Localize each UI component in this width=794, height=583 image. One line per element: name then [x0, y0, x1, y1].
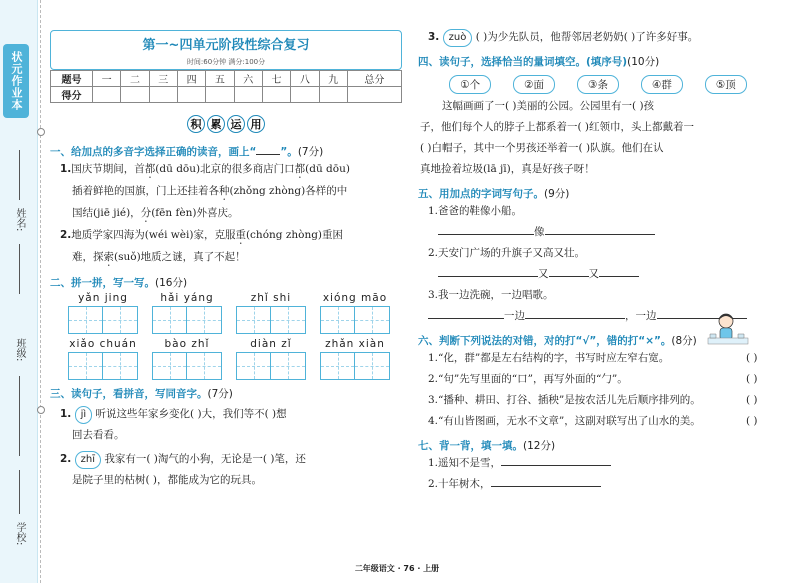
answer-line[interactable] [438, 223, 534, 235]
cut-line [40, 0, 41, 583]
s4-paragraph [418, 96, 778, 180]
answer-line[interactable] [428, 307, 504, 319]
banner-char: 积 [187, 115, 205, 133]
judge-text: 2.“句”先写里面的“口”，再写外面的“勹”。 [428, 373, 628, 385]
judge-item: 4.“有山皆图画，无水不文章”，这副对联写出了山水的美。 ( ) [418, 411, 778, 432]
q-number: 3. [428, 31, 440, 43]
section-5-heading [418, 186, 778, 201]
score-table-row-label: 得分 [51, 87, 93, 103]
judge-text: 3.“播种、耕田、打谷、插秧”是按农活儿先后顺序排列的。 [428, 394, 701, 406]
s3-q3 [418, 27, 778, 48]
score-table [50, 70, 402, 103]
s1-q1 [50, 159, 402, 225]
s3-q2 [50, 449, 402, 491]
section-title: 五、用加点的字词写句子。 [418, 188, 544, 200]
pinyin-bubble: zuò [443, 29, 473, 47]
section-title: 二、拼一拼，写一写。 [50, 277, 155, 289]
pinyin-choice[interactable]: (fēn fèn)外喜庆。 [151, 207, 239, 219]
pinyin-group [152, 292, 222, 334]
page-title: 第一~四单元阶段性综合复习 [142, 38, 310, 53]
q-text: 2.十年树木， [428, 478, 491, 490]
s7-q1 [418, 453, 778, 474]
q-text: 1.爸爸的鞋像小船。 [428, 205, 523, 217]
binder-hole-2 [37, 406, 45, 414]
keyword: 又 [538, 268, 549, 280]
class-label: 班级: [14, 338, 25, 362]
section-points: (12分) [523, 440, 556, 452]
score-col: 七 [262, 71, 290, 87]
pinyin-group [68, 292, 138, 334]
dotted-char: 都 [144, 163, 156, 175]
writing-box[interactable] [236, 352, 271, 380]
writing-box[interactable] [271, 306, 306, 334]
dotted-char: 分 [140, 207, 152, 219]
q-number: 2. [60, 453, 72, 465]
name-line-2 [19, 244, 20, 294]
writing-box[interactable] [103, 352, 138, 380]
right-column [418, 30, 778, 495]
score-col: 八 [291, 71, 319, 87]
score-cell[interactable] [206, 87, 234, 103]
writing-box[interactable] [152, 306, 187, 334]
option-chip: ③条 [577, 75, 619, 94]
pinyin-label: bào zhǐ [164, 338, 210, 350]
score-col: 六 [234, 71, 262, 87]
para-line[interactable]: 这幅画画了一( )美丽的公园。公园里有一( )孩 [442, 100, 655, 112]
score-cell[interactable] [234, 87, 262, 103]
answer-line[interactable] [501, 454, 611, 466]
q-text: 回去看看。 [72, 429, 125, 441]
judge-item: 1.“化，群”都是左右结构的字，书写时应左窄右宽。 ( ) [418, 348, 778, 369]
name-line [19, 150, 20, 200]
judge-text: 4.“有山皆图画，无水不文章”，这副对联写出了山水的美。 [428, 415, 701, 427]
section-points: (7分) [297, 146, 324, 158]
section-7-heading [418, 438, 778, 453]
score-cell[interactable] [262, 87, 290, 103]
writing-box[interactable] [355, 306, 390, 334]
writing-box[interactable] [236, 306, 271, 334]
score-cell[interactable] [291, 87, 319, 103]
binding-strip [0, 0, 38, 583]
q-number: 1. [60, 163, 72, 175]
q-text: 3.我一边洗碗，一边唱歌。 [428, 289, 554, 301]
writing-box[interactable] [68, 352, 103, 380]
pinyin-choice[interactable]: (suǒ)地质之谜，真了不起！ [114, 251, 246, 263]
score-cell[interactable] [121, 87, 149, 103]
section-points: (8分) [671, 335, 697, 347]
section-3-heading [50, 386, 402, 401]
section-title: 四、读句子，选择恰当的量词填空。(填序号) [418, 56, 628, 68]
dotted-char: 种 [219, 185, 230, 197]
keyword: 又 [588, 268, 599, 280]
score-col: 九 [319, 71, 347, 87]
para-line: 真地捡着垃圾(lā jī)，真是好孩子呀！ [420, 163, 595, 175]
pinyin-choice[interactable]: (dū dōu) [305, 163, 350, 175]
pinyin-label: zhǎn xiàn [325, 338, 385, 350]
pinyin-row-2 [68, 338, 402, 380]
q-text: 国庆节期间，首 [71, 163, 145, 175]
q-text: 插着鲜艳的国旗，门上还挂着各 [72, 185, 219, 197]
keyword: ，一边 [625, 310, 657, 322]
dotted-char: 重 [235, 229, 246, 241]
answer-line[interactable] [438, 265, 538, 277]
pinyin-choice[interactable]: (chóng zhòng)重困 [245, 229, 344, 241]
name-label: 姓名: [14, 208, 25, 232]
score-cell[interactable] [149, 87, 177, 103]
score-table-header-label: 题号 [51, 71, 93, 87]
section-2-heading [50, 275, 402, 290]
pinyin-choice[interactable]: 国结(jiē jié)， [72, 207, 141, 219]
pinyin-label: yǎn jing [78, 292, 128, 304]
keyword: 一边 [504, 310, 525, 322]
answer-line[interactable] [549, 265, 589, 277]
pinyin-label: xiǎo chuán [69, 338, 137, 350]
exam-meta: 时间:60分钟 满分:100分 [186, 58, 266, 66]
title-box [50, 30, 402, 70]
writing-box[interactable] [152, 352, 187, 380]
score-col-total: 总分 [347, 71, 401, 87]
pinyin-label: diàn zǐ [250, 338, 292, 350]
para-line[interactable]: ( )白帽子，其中一个男孩还举着一( )队旗。他们在认 [420, 142, 664, 154]
answer-line[interactable] [545, 223, 655, 235]
q-number: 1. [60, 408, 72, 420]
writing-box[interactable] [187, 352, 222, 380]
writing-box[interactable] [103, 306, 138, 334]
option-chip: ②面 [513, 75, 555, 94]
pinyin-group [68, 338, 138, 380]
s1-q2 [50, 225, 402, 269]
section-title-tail: ”。 [280, 146, 298, 158]
pinyin-bubble: jì [75, 406, 93, 424]
q-text: 2.天安门广场的升旗子又高又壮。 [428, 247, 586, 259]
pinyin-group [236, 338, 306, 380]
q-text: 1.遥知不是雪， [428, 457, 502, 469]
q-number: 2. [60, 229, 72, 241]
pinyin-bubble: zhī [75, 451, 101, 469]
q-text[interactable]: 我家有一( )淘气的小狗，无论是一( )笔，还 [104, 453, 306, 465]
pinyin-group [320, 292, 390, 334]
score-cell[interactable] [319, 87, 347, 103]
pinyin-row-1 [68, 292, 402, 334]
left-column [50, 30, 402, 491]
school-label: 学校: [14, 522, 25, 546]
q-text[interactable]: ( )为少先队员，他帮邻居老奶奶( )了许多好事。 [475, 31, 699, 43]
score-cell[interactable] [347, 87, 401, 103]
measure-word-options [418, 75, 778, 94]
q-text: 地质学家四海为 [71, 229, 145, 241]
section-1-heading [50, 143, 402, 159]
class-line [19, 376, 20, 456]
writing-box[interactable] [271, 352, 306, 380]
section-points: (10分) [627, 56, 660, 68]
score-col: 二 [121, 71, 149, 87]
para-line[interactable]: 子，他们每个人的脖子上都系着一( )红领巾，头上都戴着一 [420, 121, 695, 133]
pinyin-group [152, 338, 222, 380]
s5-q1 [418, 201, 778, 243]
q-text: 难，探 [72, 251, 104, 263]
pinyin-choice[interactable]: (wéi wèi)家，克服 [144, 229, 236, 241]
banner-char: 累 [207, 115, 225, 133]
score-cell[interactable] [177, 87, 205, 103]
dotted-char: 索 [103, 251, 114, 263]
answer-line[interactable] [599, 265, 639, 277]
keyword: 像 [534, 226, 545, 238]
score-col: 四 [177, 71, 205, 87]
pinyin-choice[interactable]: (zhǒng zhòng)各样的中 [229, 185, 348, 197]
writing-box[interactable] [68, 306, 103, 334]
pinyin-group [236, 292, 306, 334]
section-points: (7分) [207, 388, 233, 400]
pinyin-label: xióng māo [322, 292, 388, 304]
answer-line[interactable] [525, 307, 625, 319]
section-points: (9分) [544, 188, 570, 200]
option-chip: ①个 [449, 75, 491, 94]
pinyin-label: zhǐ shi [250, 292, 292, 304]
writing-box[interactable] [187, 306, 222, 334]
banner-char: 用 [247, 115, 265, 133]
banner-char: 运 [227, 115, 245, 133]
pinyin-choice[interactable]: (dū dōu)北京的很多商店门口 [155, 163, 295, 175]
underline-sample [256, 143, 280, 155]
option-chip: ④群 [641, 75, 683, 94]
pinyin-group [320, 338, 390, 380]
section-title: 七、背一背，填一填。 [418, 440, 523, 452]
pinyin-label: hǎi yáng [160, 292, 214, 304]
score-col: 一 [93, 71, 121, 87]
s5-q2 [418, 243, 778, 285]
school-line [19, 470, 20, 514]
s7-q2 [418, 474, 778, 495]
section-title: 三、读句子，看拼音，写同音字。 [50, 388, 208, 400]
section-4-heading [418, 54, 778, 69]
q-text[interactable]: 是院子里的枯树( )，都能成为它的玩具。 [72, 474, 263, 486]
section-title: 一、给加点的多音字选择正确的读音，画上“ [50, 146, 257, 158]
score-cell[interactable] [93, 87, 121, 103]
writing-box[interactable] [320, 306, 355, 334]
s3-q1 [50, 404, 402, 446]
judge-item: 3.“播种、耕田、打谷、插秧”是按农活儿先后顺序排列的。 ( ) [418, 390, 778, 411]
binder-hole-1 [37, 128, 45, 136]
writing-box[interactable] [355, 352, 390, 380]
writing-box[interactable] [320, 352, 355, 380]
section-title: 六、判断下列说法的对错，对的打“√”，错的打“×”。 [418, 335, 672, 347]
answer-line[interactable] [491, 475, 601, 487]
section-points: (16分) [155, 277, 188, 289]
q-text[interactable]: 听说这些年家乡变化( )大，我们等不( )想 [95, 408, 287, 420]
page-footer: 二年级语文 · 76 · 上册 [354, 564, 440, 573]
girl-illustration-icon [704, 312, 750, 346]
score-col: 三 [149, 71, 177, 87]
dotted-char: 都 [294, 163, 306, 175]
judge-text: 1.“化，群”都是左右结构的字，书写时应左窄右宽。 [428, 352, 670, 364]
score-col: 五 [206, 71, 234, 87]
section-banner [50, 115, 402, 137]
option-chip: ⑤顶 [705, 75, 747, 94]
brand-tag: 状元作业本 [3, 44, 29, 118]
judge-item: 2.“句”先写里面的“口”，再写外面的“勹”。 ( ) [418, 369, 778, 390]
